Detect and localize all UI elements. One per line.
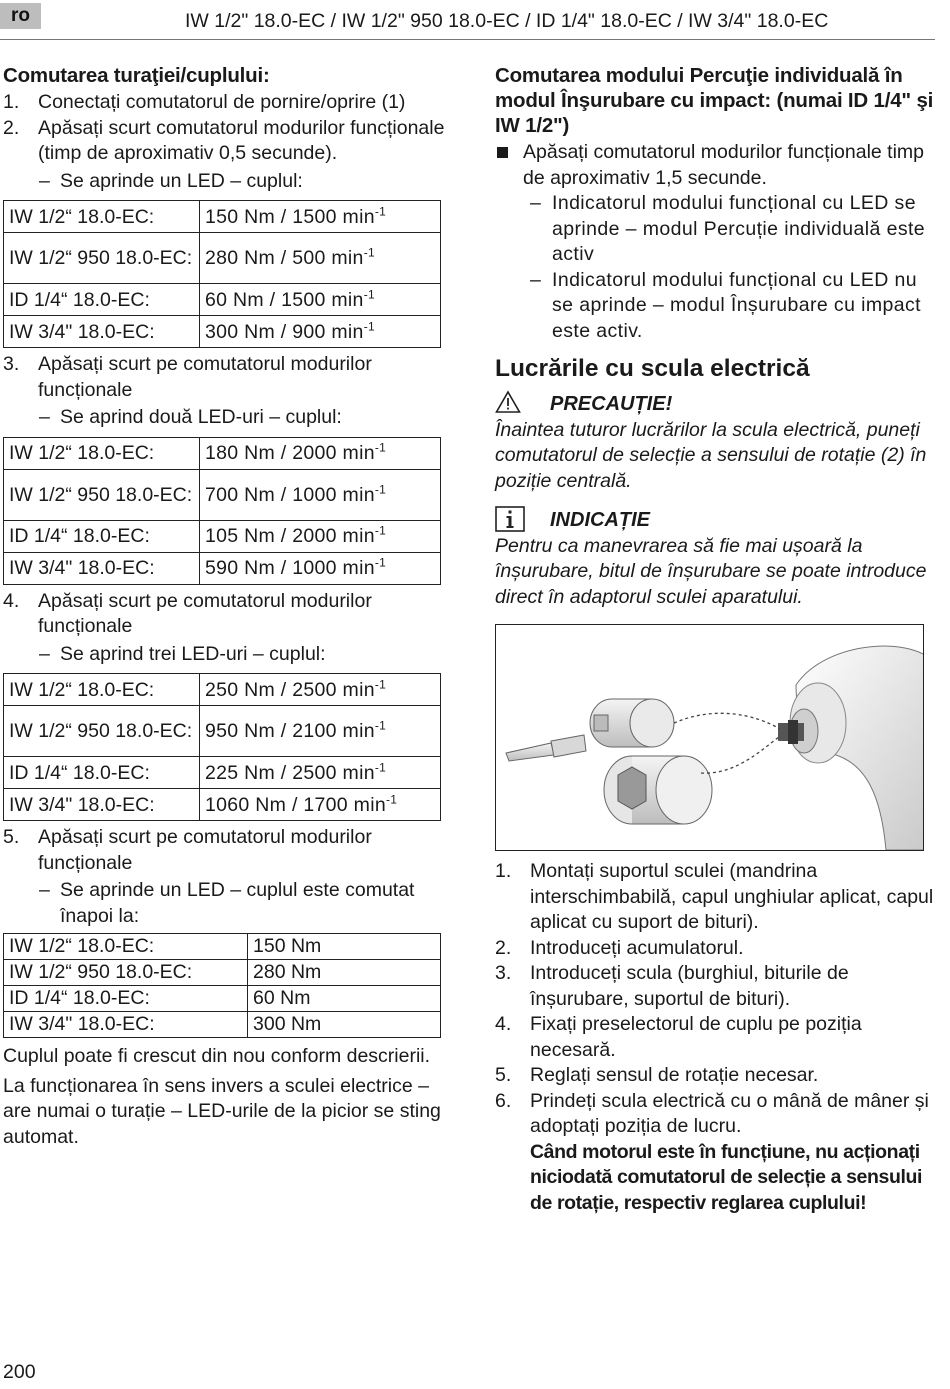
tool-illustration bbox=[495, 624, 924, 851]
left-column bbox=[3, 63, 453, 1150]
mode-dash-1: – Indicatorul modului funcțional cu LED se aprinde – modul Percuție individuală este activ bbox=[530, 192, 926, 265]
table-row: ID 1/4“ 18.0-EC: 225 Nm / 2500 $\min^{-1}$ bbox=[4, 757, 441, 789]
rotation-warning: Când motorul este în funcțiune, nu acționați niciodată comutatorul de selecție a sensului de rotație, respectiv reglarea cuplului! bbox=[530, 1140, 923, 1214]
work-step-6: 6. Prindeți scula electrică cu o mână de mâner și adoptați poziția de lucru. bbox=[495, 1089, 929, 1137]
table-row: IW 1/2“ 950 18.0-EC: 280 Nm bbox=[4, 960, 441, 986]
table-row: ID 1/4“ 18.0-EC: 105 Nm / 2000 $\min^{-1}$ bbox=[4, 520, 441, 552]
section-title: Lucrările cu scula electrică bbox=[495, 355, 810, 382]
mode-heading: Comutarea modului Percuţie individuală în modul Înşurubare cu impact: (numai ID 1/4" şi IW 1/2") bbox=[495, 64, 934, 137]
work-step-5: 5. Reglați sensul de rotație necesar. bbox=[495, 1064, 819, 1086]
page-header-title: IW 1/2" 18.0-EC / IW 1/2" 950 18.0-EC / ID 1/4" 18.0-EC / IW 3/4" 18.0-EC bbox=[185, 10, 829, 32]
step-4-result: – Se aprind trei LED-uri – cuplul: bbox=[39, 642, 326, 665]
step-3-result: – Se aprind două LED-uri – cuplul: bbox=[39, 406, 342, 428]
table-row: IW 1/2“ 18.0-EC: 150 Nm / 1500 $\min^{-1}$ bbox=[4, 201, 441, 233]
reverse-note: La funcționarea în sens invers a sculei electrice – are numai o turație – LED-urile de la picior se sting automat. bbox=[3, 1074, 441, 1148]
table-row: IW 1/2“ 950 18.0-EC: 700 Nm / 1000 $\min^{-1}$ bbox=[4, 469, 441, 520]
table-row: IW 3/4" 18.0-EC: 590 Nm / 1000 $\min^{-1}$ bbox=[4, 552, 441, 584]
table-row: IW 3/4" 18.0-EC: 1060 Nm / 1700 $\min^{-1}$ bbox=[4, 789, 441, 821]
torque-table-4 bbox=[3, 933, 441, 1038]
header-divider bbox=[0, 39, 935, 40]
table-row: ID 1/4“ 18.0-EC: 60 Nm bbox=[4, 986, 441, 1012]
table-row: IW 1/2“ 18.0-EC: 250 Nm / 2500 $\min^{-1}$ bbox=[4, 674, 441, 706]
note-heading: INDICAȚIE bbox=[495, 508, 935, 534]
caution-heading: PRECAUȚIE! bbox=[495, 392, 935, 418]
work-step-1: 1. Montați suportul sculei (mandrina interschimbabilă, capul unghiular aplicat, capul aplicat cu suport de bituri). bbox=[495, 860, 934, 933]
torque-heading: Comutarea turaţiei/cuplului: bbox=[3, 64, 270, 87]
page-number: 200 bbox=[3, 1361, 36, 1383]
step-5-result: – Se aprinde un LED – cuplul este comutat înapoi la: bbox=[39, 879, 415, 927]
torque-table-1 bbox=[3, 200, 441, 348]
work-step-2: 2. Introduceți acumulatorul. bbox=[495, 936, 744, 959]
info-icon bbox=[495, 506, 525, 540]
table-row: IW 1/2“ 18.0-EC: 180 Nm / 2000 $\min^{-1}$ bbox=[4, 437, 441, 469]
table-row: IW 1/2“ 950 18.0-EC: 950 Nm / 2100 $\min^{-1}$ bbox=[4, 706, 441, 757]
step-3: 3. Apăsați scurt pe comutatorul modurilor funcționale bbox=[3, 353, 372, 401]
bullet-square-icon bbox=[497, 147, 508, 158]
torque-note: Cuplul poate fi crescut din nou conform descrierii. bbox=[3, 1045, 431, 1067]
step-2-result: – Se aprinde un LED – cuplul: bbox=[39, 169, 303, 192]
step-4: 4. Apăsați scurt pe comutatorul modurilor funcționale bbox=[3, 589, 372, 637]
work-step-4: 4. Fixați preselectorul de cuplu pe poziția necesară. bbox=[495, 1013, 862, 1061]
work-step-3: 3. Introduceți scula (burghiul, biturile de înșurubare, suportul de bituri). bbox=[495, 962, 849, 1010]
mode-dash-2: – Indicatorul modului funcțional cu LED nu se aprinde – modul Înșurubare cu impact este activ. bbox=[530, 268, 921, 342]
table-row: IW 1/2“ 950 18.0-EC: 280 Nm / 500 $\min^{-1}$ bbox=[4, 233, 441, 284]
step-2: 2. Apăsați scurt comutatorul modurilor funcționale (timp de aproximativ 0,5 secunde). bbox=[3, 116, 445, 164]
table-row: ID 1/4“ 18.0-EC: 60 Nm / 1500 $\min^{-1}$ bbox=[4, 284, 441, 316]
right-column bbox=[495, 63, 935, 1216]
warning-triangle-icon bbox=[495, 390, 521, 422]
caution-text: Înaintea tuturor lucrărilor la scula electrică, puneți comutatorul de selecție a sensului de rotație (2) în poziție centrală. bbox=[495, 418, 927, 492]
table-row: IW 1/2“ 18.0-EC: 150 Nm bbox=[4, 934, 441, 960]
work-steps bbox=[495, 859, 935, 1216]
step-5: 5. Apăsați scurt pe comutatorul modurilor funcționale bbox=[3, 826, 372, 874]
table-row: IW 3/4" 18.0-EC: 300 Nm / 900 $\min^{-1}$ bbox=[4, 316, 441, 348]
torque-table-2 bbox=[3, 437, 441, 585]
note-text: Pentru ca manevrarea să fie mai ușoară la înșurubare, bitul de înșurubare se poate introduce direct în adaptorul sculei aparatului. bbox=[495, 534, 927, 608]
torque-table-3 bbox=[3, 673, 441, 821]
language-tag: ro bbox=[0, 3, 41, 29]
mode-bullet: Apăsați comutatorul modurilor funcționale timp de aproximativ 1,5 secunde. bbox=[495, 140, 935, 191]
step-1: 1. Conectați comutatorul de pornire/oprire (1) bbox=[3, 91, 406, 113]
table-row: IW 3/4" 18.0-EC: 300 Nm bbox=[4, 1012, 441, 1038]
